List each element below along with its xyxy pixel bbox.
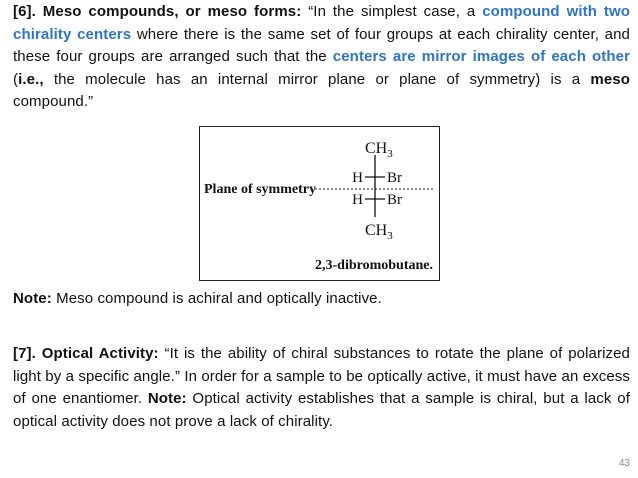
text-run: where there is the same set of four groups at each chirality center, and these four groups are arranged such that the <box>13 25 630 65</box>
text-run: Meso compound is achiral and optically inactive. <box>51 290 382 307</box>
subscript-digit: 3 <box>387 230 393 242</box>
meso-note <box>13 288 630 311</box>
note-label: Note: <box>13 290 52 307</box>
text-run: “It is the ability of chiral substances to rotate the plane of polarized light by a specific angle.” In order for a sample to be optically active, it must have an excess of one enantiomer. <box>13 345 630 407</box>
page-number: 43 <box>618 458 630 469</box>
text-run: “In the simplest case, a <box>301 3 483 20</box>
plane-of-symmetry-label: Plane of symmetry <box>204 182 316 197</box>
text-run: compound.” <box>13 93 94 110</box>
note-label: Note: <box>147 390 187 407</box>
upper-br-atom: Br <box>387 170 402 186</box>
section-7-paragraph <box>13 343 630 433</box>
top-ch3-group <box>365 140 393 160</box>
lower-br-atom: Br <box>387 192 402 208</box>
optical-activity-term: Optical Activity: <box>41 345 159 362</box>
text-run: Optical activity establishes that a sample is chiral, but a lack of optical activity does not prove a lack of chirality. <box>13 390 630 430</box>
compound-caption: 2,3-dibromobutane. <box>315 258 433 273</box>
section-6-label: [6]. <box>13 3 36 20</box>
text-run: the molecule has an internal mirror plane or plane of symmetry) is a <box>43 70 591 88</box>
top-ch3-text: CH <box>365 140 388 157</box>
fischer-projection-diagram <box>200 127 439 280</box>
upper-h-atom: H <box>352 170 363 186</box>
meso-structure-figure <box>199 126 440 281</box>
text-run: ( <box>13 70 19 88</box>
section-7-label: [7]. <box>13 345 36 362</box>
meso-word: meso <box>590 70 630 88</box>
ie-abbreviation: i.e., <box>18 70 44 88</box>
highlight-mirror-images: centers are mirror images of each other <box>332 48 631 65</box>
highlight-chirality-centers: compound with two chirality centers <box>13 3 630 43</box>
subscript-digit: 3 <box>387 148 393 160</box>
bottom-ch3-text: CH <box>365 222 388 239</box>
bottom-ch3-group <box>365 222 393 242</box>
lower-h-atom: H <box>352 192 363 208</box>
section-6-paragraph <box>13 1 630 114</box>
meso-term: Meso compounds, or meso forms: <box>42 3 302 20</box>
